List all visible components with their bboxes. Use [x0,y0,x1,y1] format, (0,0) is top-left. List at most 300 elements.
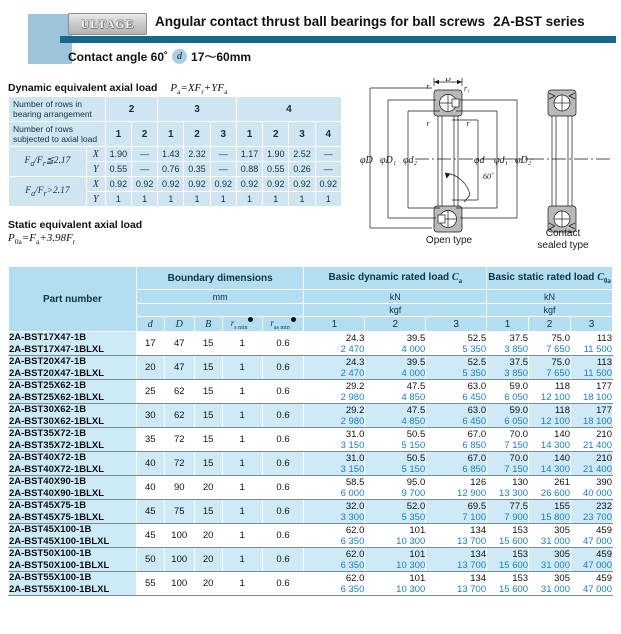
label-phi-D1: φD₁ [380,155,397,166]
svg-text:r: r [426,119,430,128]
c2-y-6: 1 [263,192,289,207]
header-part-number: Part number [9,267,137,332]
static-kgf-3: 47 000 [582,559,612,571]
dynamic-kn-1: 29.2 [345,404,365,416]
dynamic-kgf-3: 6 850 [462,439,487,451]
dynamic-kn-1: 24.3 [345,356,365,368]
dynamic-kn-3: 52.5 [467,332,487,344]
static-kgf-2: 12 100 [540,415,570,427]
static-kn-1: 130 [512,476,529,488]
dynamic-kgf-1: 3 300 [340,511,365,523]
part-number-primary: 2A-BST20X47-1B [9,356,87,368]
header-symbol-d: d [136,317,164,332]
dynamic-load-table [8,96,342,207]
dynamic-kn-2: 50.5 [406,428,426,440]
part-number-primary: 2A-BST45X75-1B [9,500,87,512]
part-number-primary: 2A-BST50X100-1B [9,548,92,560]
footnote-dot-1 [248,317,253,322]
static-value-1 [487,380,529,404]
static-kgf-3: 47 000 [582,535,612,547]
static-value-1 [487,476,529,500]
part-number-primary: 2A-BST45X100-1B [9,524,92,536]
dynamic-kgf-2: 10 300 [396,559,426,571]
static-kgf-1: 3 850 [504,367,529,379]
svg-text:r: r [426,82,430,91]
part-number-variant: 2A-BST40X72-1BLXL [9,463,105,475]
static-kgf-3: 47 000 [582,583,612,595]
static-kgf-2: 26 600 [540,487,570,499]
label-phi-d2: φd₂ [403,155,418,166]
static-value-2 [529,380,571,404]
static-value-2 [529,500,571,524]
dynamic-kgf-1: 3 150 [340,463,365,475]
bore-range-text: 17～60mm [191,50,252,64]
header-unit-kgf-static: kgf [487,304,613,317]
static-kgf-3: 18 100 [582,415,612,427]
label-phi-D2: φD₂ [515,155,532,166]
static-kn-2: 75.0 [551,332,570,344]
static-kgf-1: 13 300 [498,487,529,499]
dynamic-value-2 [365,524,426,548]
header-symbol-B: B [194,317,222,332]
static-kgf-1: 7 150 [504,463,529,475]
static-value-3 [570,572,612,596]
subcol-6: 1 [236,122,262,147]
subcol-7: 2 [263,122,289,147]
svg-text:r₁: r₁ [464,84,470,93]
contact-angle-text: Contact angle 60˚ [68,49,169,64]
dynamic-kgf-2: 4 000 [401,367,426,379]
c1-x-4: — [210,147,236,162]
dynamic-kgf-3: 5 350 [462,343,487,355]
static-value-2 [529,476,571,500]
c2-x-5: 0.92 [236,177,262,192]
static-value-1 [487,356,529,380]
dynamic-kn-3: 52.5 [467,356,487,368]
static-kn-1: 59.0 [509,380,529,392]
header-unit-kn-static: kN [487,290,613,304]
dynamic-value-1 [304,476,365,500]
dynamic-kn-2: 101 [409,548,426,560]
c2-y-2: 1 [158,192,184,207]
static-value-2 [529,524,571,548]
part-number-primary: 2A-BST17X47-1B [9,332,87,344]
dim-d: 17 [136,332,164,356]
static-kgf-1: 15 600 [498,559,529,571]
dim-rs-min: 1 [222,572,262,596]
static-kn-3: 390 [596,476,612,488]
static-kn-3: 210 [596,452,612,464]
dim-D: 47 [164,356,194,380]
footnote-dot-2 [291,317,296,322]
part-number-primary: 2A-BST40X90-1B [9,476,87,488]
page-title-text: Angular contact thrust ball bearings for ball screws [155,14,486,29]
part-number-cell[interactable] [9,500,137,524]
static-kgf-1: 7 150 [504,439,529,451]
header-dyn-idx-1: 1 [304,317,365,332]
part-number-cell[interactable] [9,524,137,548]
c1-x-1: — [131,147,157,162]
label-phi-d1: φd₁ [494,155,509,166]
dynamic-value-2 [365,428,426,452]
table-row-arrangement [9,97,342,122]
dynamic-value-3 [426,572,487,596]
dynamic-value-2 [365,572,426,596]
dim-B: 20 [194,572,222,596]
static-kn-2: 140 [554,428,570,440]
static-kn-1: 70.0 [509,428,529,440]
dim-d: 40 [136,452,164,476]
static-kn-2: 118 [554,404,570,416]
static-value-3 [570,356,612,380]
part-number-primary: 2A-BST25X62-1B [9,380,87,392]
dim-B: 20 [194,476,222,500]
subcol-4: 2 [184,122,210,147]
dynamic-kgf-3: 5 350 [462,367,487,379]
c2-x-3: 0.92 [184,177,210,192]
dim-rs-min: 1 [222,452,262,476]
static-kgf-3: 21 400 [582,463,612,475]
condition-2-label: $F_a/F_r>2.17$ [9,177,87,207]
dim-B: 15 [194,500,222,524]
table-row[interactable] [9,572,613,596]
dynamic-value-1 [304,548,365,572]
y-symbol-1: Y [86,162,105,177]
table-row-subjected [9,122,342,147]
dynamic-kgf-3: 13 700 [457,559,487,571]
static-kn-3: 177 [596,404,612,416]
dynamic-kn-2: 47.5 [406,404,426,416]
dynamic-kn-3: 69.5 [467,500,487,512]
dynamic-kn-1: 31.0 [345,452,365,464]
table-body [9,332,613,596]
dim-rs-min: 1 [222,404,262,428]
table-row[interactable] [9,548,613,572]
dynamic-value-2 [365,356,426,380]
dynamic-kgf-2: 5 150 [401,463,426,475]
dim-rs-min: 1 [222,428,262,452]
dynamic-kgf-3: 7 100 [462,511,487,523]
header-unit-mm: mm [136,290,304,304]
c1-y-5: 0.88 [236,162,262,177]
part-number-cell[interactable] [9,572,137,596]
part-number-variant: 2A-BST20X47-1BLXL [9,367,105,379]
dim-D: 100 [164,572,194,596]
dynamic-load-title: Dynamic equivalent axial load [8,82,158,94]
c2-x-6: 0.92 [263,177,289,192]
static-kn-1: 153 [512,524,529,536]
dynamic-kn-2: 39.5 [406,332,426,344]
dynamic-value-1 [304,500,365,524]
dynamic-value-3 [426,452,487,476]
header-static-symbol: $C_{0a}$ [597,271,611,285]
dynamic-kn-3: 63.0 [467,404,487,416]
part-number-cell[interactable] [9,548,137,572]
dynamic-value-1 [304,524,365,548]
dim-d: 25 [136,380,164,404]
c2-x-2: 0.92 [158,177,184,192]
dim-D: 72 [164,428,194,452]
static-kgf-2: 31 000 [540,559,570,571]
header-spacer [136,304,304,317]
dynamic-kgf-1: 6 350 [340,535,365,547]
dynamic-value-3 [426,500,487,524]
dynamic-kn-2: 39.5 [406,356,426,368]
static-kn-2: 155 [554,500,570,512]
dim-D: 100 [164,524,194,548]
static-value-3 [570,476,612,500]
dynamic-kgf-2: 5 350 [401,511,426,523]
static-load-formula: $P_{0a}=F_a+3.98F_r$ [8,232,76,247]
header-dyn-idx-3: 3 [426,317,487,332]
dynamic-kgf-2: 4 850 [401,391,426,403]
static-value-2 [529,404,571,428]
static-kgf-2: 14 300 [540,439,570,451]
part-number-cell[interactable] [9,356,137,380]
condition-1-label: $F_a/F_r≦2.17$ [9,147,87,177]
table-row[interactable] [9,404,613,428]
dynamic-kn-3: 134 [470,548,487,560]
part-number-cell[interactable] [9,452,137,476]
static-kgf-2: 31 000 [540,583,570,595]
group-2: 2 [105,97,157,122]
dynamic-kn-3: 126 [470,476,487,488]
table-row[interactable] [9,524,613,548]
dynamic-kgf-2: 4 850 [401,415,426,427]
part-number-variant: 2A-BST50X100-1BLXL [9,559,110,571]
part-number-primary: 2A-BST55X100-1B [9,572,92,584]
table-row[interactable] [9,500,613,524]
static-kn-2: 75.0 [551,356,570,368]
part-number-cell[interactable] [9,404,137,428]
static-kgf-2: 14 300 [540,463,570,475]
dim-rs-min: 1 [222,356,262,380]
dynamic-value-3 [426,476,487,500]
static-kn-1: 70.0 [509,452,529,464]
static-kgf-3: 40 000 [582,487,612,499]
dim-d: 45 [136,524,164,548]
c2-y-0: 1 [105,192,131,207]
header-boundary-dimensions: Boundary dimensions [136,267,304,290]
bore-diameter-badge: d [172,49,187,64]
bearing-diagram [352,78,618,258]
static-kgf-1: 7 900 [504,511,529,523]
static-value-3 [570,332,612,356]
x-symbol-2: X [86,177,105,192]
c1-y-6: 0.55 [263,162,289,177]
dim-ras-min: 0.6 [262,572,304,596]
c2-y-1: 1 [131,192,157,207]
part-number-cell[interactable] [9,380,137,404]
static-kn-3: 113 [596,332,612,344]
header-dynamic-symbol: $C_a$ [451,271,463,285]
static-kgf-3: 23 700 [582,511,612,523]
dynamic-kn-3: 67.0 [467,428,487,440]
static-value-2 [529,332,571,356]
table-row[interactable] [9,356,613,380]
dim-rs-min: 1 [222,548,262,572]
page-header [0,0,621,72]
c1-x-8: — [315,147,341,162]
c1-y-4: — [210,162,236,177]
dim-d: 20 [136,356,164,380]
static-kgf-2: 7 650 [546,367,570,379]
dynamic-kgf-1: 2 470 [340,343,365,355]
dim-ras-min: 0.6 [262,428,304,452]
svg-text:60˚: 60˚ [483,172,494,181]
c1-x-0: 1.90 [105,147,131,162]
static-kn-1: 153 [512,548,529,560]
dim-D: 75 [164,500,194,524]
static-kn-1: 153 [512,572,529,584]
dynamic-kn-2: 52.0 [406,500,426,512]
part-number-cell[interactable] [9,332,137,356]
dim-d: 40 [136,476,164,500]
dim-D: 62 [164,404,194,428]
static-kn-2: 261 [554,476,570,488]
bearing-specification-table [8,266,613,596]
static-kn-3: 113 [596,356,612,368]
dynamic-value-3 [426,380,487,404]
table-row[interactable] [9,428,613,452]
dynamic-value-3 [426,404,487,428]
static-value-3 [570,548,612,572]
dynamic-value-2 [365,452,426,476]
static-kgf-3: 18 100 [582,391,612,403]
dim-rs-min: 1 [222,380,262,404]
header-symbol-D: D [164,317,194,332]
part-number-variant: 2A-BST40X90-1BLXL [9,487,105,499]
table-row[interactable] [9,380,613,404]
dynamic-kn-2: 95.0 [406,476,426,488]
static-kn-1: 77.5 [509,500,529,512]
static-kn-3: 459 [596,572,612,584]
c2-x-4: 0.92 [210,177,236,192]
subcol-9: 4 [315,122,341,147]
dynamic-value-1 [304,428,365,452]
dim-d: 30 [136,404,164,428]
ultage-logo-text: ULTAGE [80,16,135,31]
dynamic-kn-1: 62.0 [345,524,365,536]
c2-y-3: 1 [184,192,210,207]
c1-x-3: 2.32 [184,147,210,162]
c2-y-5: 1 [236,192,262,207]
page-title [155,14,585,29]
group-3: 3 [158,97,237,122]
dim-B: 20 [194,548,222,572]
label-rows-in-arrangement: Number of rows in bearing arrangement [9,97,106,122]
subcol-3: 1 [158,122,184,147]
static-kn-3: 177 [596,380,612,392]
c1-y-1: — [131,162,157,177]
c1-y-0: 0.55 [105,162,131,177]
static-kgf-3: 11 500 [583,343,612,355]
static-value-2 [529,356,571,380]
dynamic-kn-1: 29.2 [345,380,365,392]
header-basic-dynamic-load [304,267,487,290]
dim-d: 55 [136,572,164,596]
dynamic-kgf-1: 6 000 [340,487,365,499]
table-row[interactable] [9,476,613,500]
dim-ras-min: 0.6 [262,404,304,428]
dynamic-kgf-3: 6 450 [462,391,487,403]
dynamic-value-3 [426,332,487,356]
table-row-cond2-x [9,177,342,192]
dynamic-kn-1: 24.3 [345,332,365,344]
part-number-variant: 2A-BST45X100-1BLXL [9,535,110,547]
static-value-1 [487,548,529,572]
dynamic-value-1 [304,452,365,476]
c2-y-7: 1 [289,192,315,207]
c2-y-4: 1 [210,192,236,207]
part-number-cell[interactable] [9,476,137,500]
ultage-logo [68,13,147,35]
series-label: 2A-BST series [493,14,585,29]
dynamic-kn-3: 67.0 [467,452,487,464]
dim-ras-min: 0.6 [262,476,304,500]
page-subtitle [68,48,251,65]
part-number-primary: 2A-BST40X72-1B [9,452,87,464]
dim-B: 15 [194,380,222,404]
header-sta-idx-3: 3 [570,317,612,332]
static-kn-2: 118 [554,380,570,392]
dynamic-kgf-3: 13 700 [457,535,487,547]
static-value-2 [529,452,571,476]
dim-ras-min: 0.6 [262,356,304,380]
static-value-1 [487,500,529,524]
static-kgf-3: 21 400 [582,439,612,451]
table-row-cond1-x [9,147,342,162]
static-kgf-1: 3 850 [504,343,529,355]
table-row[interactable] [9,452,613,476]
part-number-primary: 2A-BST30X62-1B [9,404,87,416]
dim-B: 15 [194,428,222,452]
dim-rs-min: 1 [222,524,262,548]
dynamic-load-heading [8,82,227,96]
c1-x-2: 1.43 [158,147,184,162]
static-kn-2: 305 [554,572,570,584]
part-number-variant: 2A-BST17X47-1BLXL [9,343,105,355]
subcol-5: 3 [210,122,236,147]
static-value-3 [570,404,612,428]
dim-ras-min: 0.6 [262,452,304,476]
dim-rs-min: 1 [222,500,262,524]
dynamic-kgf-1: 2 470 [340,367,365,379]
static-kgf-3: 11 500 [583,367,612,379]
table-row[interactable] [9,332,613,356]
subcol-8: 3 [289,122,315,147]
static-value-2 [529,548,571,572]
dynamic-kn-1: 62.0 [345,572,365,584]
dynamic-kgf-1: 6 350 [340,583,365,595]
static-kgf-1: 6 050 [504,391,529,403]
dynamic-value-2 [365,404,426,428]
static-value-1 [487,452,529,476]
header-sta-idx-1: 1 [487,317,529,332]
c1-x-6: 1.90 [263,147,289,162]
svg-text:r: r [466,119,470,128]
c1-x-7: 2.52 [289,147,315,162]
dynamic-value-1 [304,332,365,356]
dynamic-kn-2: 47.5 [406,380,426,392]
dynamic-value-3 [426,428,487,452]
static-kn-1: 59.0 [509,404,529,416]
dim-D: 100 [164,548,194,572]
dynamic-value-1 [304,404,365,428]
header-dyn-idx-2: 2 [365,317,426,332]
static-value-1 [487,332,529,356]
part-number-cell[interactable] [9,428,137,452]
